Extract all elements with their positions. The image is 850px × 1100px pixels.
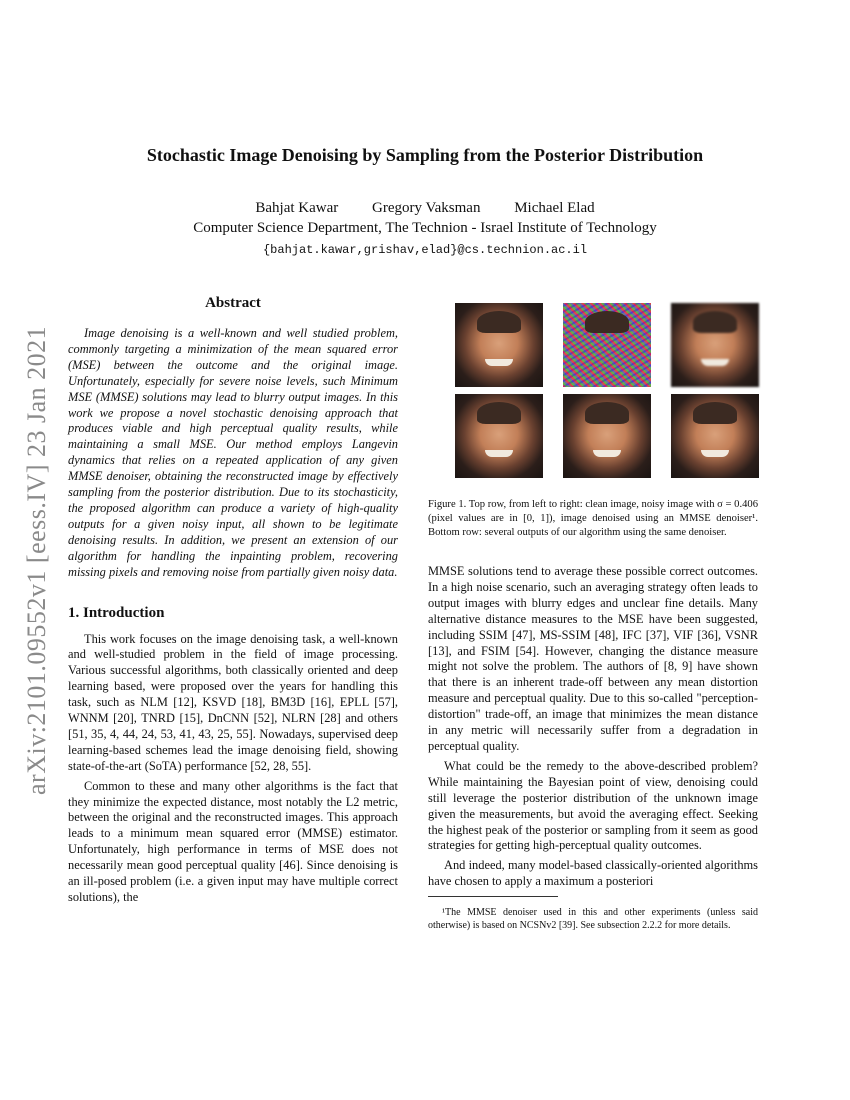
sample-output-image: [671, 394, 759, 478]
paper-title: Stochastic Image Denoising by Sampling from the Posterior Distribution: [146, 145, 704, 165]
arxiv-stamp: arXiv:2101.09552v1 [eess.IV] 23 Jan 2021: [22, 325, 51, 795]
affiliation: Computer Science Department, The Technion - Israel Institute of Technology: [193, 220, 657, 236]
sample-output-image: [455, 394, 543, 478]
right-column-text: [428, 564, 758, 890]
body-paragraph-2: What could be the remedy to the above-described problem? While maintaining the Bayesian point of view, denoising could still leverage the posterior distribution of the unknown image given the measurements, but avoid the averaging effect. Seeking the highest peak of the posterior or sampling from it seem as good strategies for getting high-perceptual quality outcomes.: [428, 758, 758, 853]
noisy-image: [563, 303, 651, 387]
figure-row-bottom: [455, 394, 759, 478]
intro-paragraph-1: This work focuses on the image denoising task, a well-known and well-studied problem in the field of image processing. Various successful algorithms, both classically oriented and deep learning based, were proposed over the years for handling this task, such as NLM [12], KSVD [18], BM3D [16], EPLL [57], WNNM [20], TNRD [15], DnCNN [52], NLRN [28] and others [51, 35, 4, 44, 24, 53, 41, 43, 25, 55]. Nowadays, supervised deep learning-based schemes lead the image denoising field, showing state-of-the-art (SoTA) performance [52, 28, 55].: [68, 631, 398, 773]
figure-row-top: [455, 303, 759, 387]
figure-caption: Figure 1. Top row, from left to right: clean image, noisy image with σ = 0.406 (pixel values are in [0, 1]), image denoised using an MMSE denoiser¹. Bottom row: several outputs of our algorithm using the same denoiser.: [428, 499, 758, 538]
body-paragraph-3: And indeed, many model-based classically-oriented algorithms have chosen to apply a maximum a posteriori: [428, 858, 758, 889]
clean-image: [455, 303, 543, 387]
left-column: [68, 295, 398, 910]
right-column: [428, 295, 758, 942]
footnote: ¹The MMSE denoiser used in this and other experiments (unless said otherwise) is based on NCSNv2 [39]. See subsection 2.2.2 for more details.: [428, 907, 758, 931]
body-paragraph-1: MMSE solutions tend to average these possible correct outcomes. In a high noise scenario, such an averaging strategy often leads to output images with blurry edges and unclear fine details. Many alternative distance measures to the MSE have been suggested, including SSIM [47], MS-SSIM [48], IFC [37], VIF [36], VSNR [13], and FSIM [54]. However, changing the distance measure might not solve the problem. The authors of [8, 9] have shown that there is an inherent trade-off between any mean distortion measure and perceptual quality. Due to this so-called "perception-distortion" trade-off, an image that minimizes the mean distance in any metric will necessarily suffer from a degradation in perceptual quality.: [428, 564, 758, 753]
sample-output-image: [563, 394, 651, 478]
author-name: Michael Elad: [514, 200, 595, 216]
mmse-denoised-image: [671, 303, 759, 387]
abstract-text: Image denoising is a well-known and well studied problem, commonly targeting a minimization of the mean squared error (MSE) between the outcome and the original image. Unfortunately, especially for severe noise levels, such Minimum MSE (MMSE) solutions may lead to blurry output images. In this work we propose a novel stochastic denoising approach that produces viable and high perceptual quality results, while maintaining a small MSE. Our method employs Langevin dynamics that relies on a repeated application of any given MMSE denoiser, obtaining the reconstructed image by effectively sampling from the posterior distribution. Due to its stochasticity, the proposed algorithm can produce a variety of high-quality outputs for a given noisy input, all shown to be legitimate denoising results. In addition, we present an extension of our algorithm for handling the inpainting problem, recovering missing pixels and removing noise from partially given noisy data.: [68, 326, 398, 579]
figure-1: [455, 303, 759, 478]
author-name: Bahjat Kawar: [255, 200, 339, 216]
section-heading-introduction: 1. Introduction: [68, 604, 165, 621]
abstract-heading: Abstract: [205, 295, 261, 311]
intro-paragraph-2: Common to these and many other algorithms is the fact that they minimize the expected distance, most notably the L2 metric, between the original and the reconstructed images. This approach leads to a minimum mean squared error (MMSE) estimator. Unfortunately, high performance in terms of MSE does not necessarily mean good perceptual quality [46]. Since denoising is an ill-posed problem (i.e. a given input may have multiple correct solutions), the: [68, 778, 398, 904]
author-emails: {bahjat.kawar,grishav,elad}@cs.technion.ac.il: [262, 243, 588, 257]
footnote-divider: [428, 896, 558, 897]
author-name: Gregory Vaksman: [372, 200, 481, 216]
author-list: [60, 200, 790, 217]
